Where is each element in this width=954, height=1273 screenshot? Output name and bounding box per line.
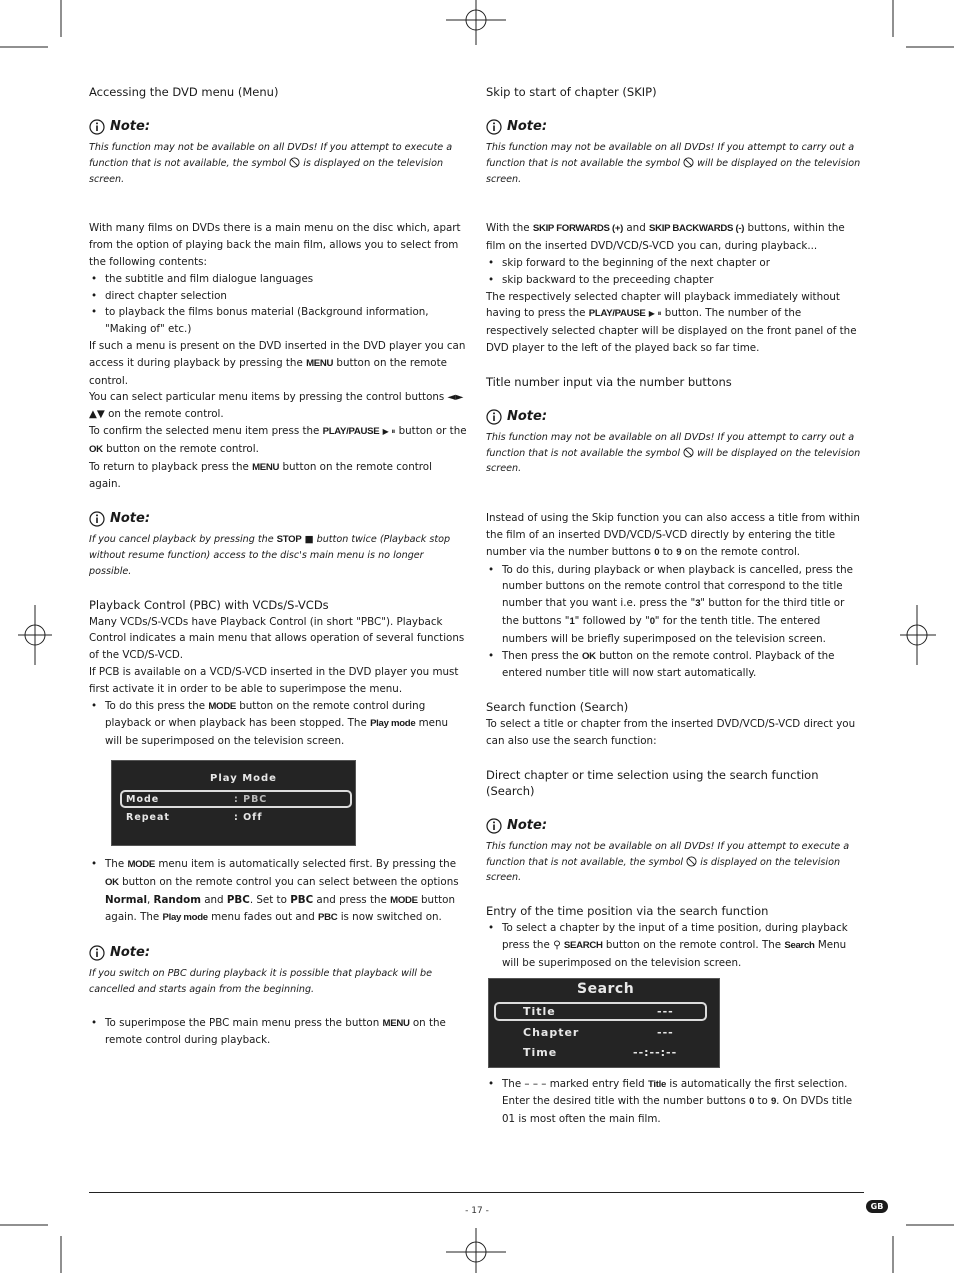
chapter-value: --- xyxy=(657,1025,674,1039)
mode-label: Mode xyxy=(126,793,160,805)
dvd-menu-heading: Accessing the DVD menu (Menu) xyxy=(89,85,279,99)
pbc-para-2: If PCB is available on a VCD/S-VCD inserted in the DVD player you must first activate it in order to be able to superimpose the menu. xyxy=(89,665,459,695)
title-para-1: Instead of using the Skip function you can also access a title from within the film of an inserted DVD/VCD/S-VCD directly by entering the title number via the number buttons 0 to 9 on the remote control. xyxy=(486,512,860,558)
note-pbc: Note: If you switch on PBC during playback it is possible that playback will be cancelled and starts again from the beginning. xyxy=(89,945,432,995)
skip-para-2: The respectively selected chapter will playback immediately without having to press the PLAY/PAUSE ▶ ⏸ button. The number of the respectively selected chapter will be displayed on the front panel of the DVD player to the left of the played back so far time. xyxy=(486,290,857,354)
note-title-input: Note: This function may not be available on all DVDs! If you attempt to carry out a function that is not available the symbol will be displayed on the television screen. xyxy=(486,408,861,475)
list-item: • Then press the OK button on the remote control. Playback of the entered number title will now start automatically. xyxy=(486,648,863,683)
title-label: Title xyxy=(523,1004,556,1018)
dvd-para-return: To return to playback press the MENU button on the remote control again. xyxy=(89,460,432,491)
repeat-label: Repeat xyxy=(126,811,170,823)
left-column xyxy=(89,84,467,1049)
time-value: --:--:-- xyxy=(633,1045,678,1059)
no-entry-icon xyxy=(289,157,300,168)
list-item: • The – – – marked entry field Title is automatically the first selection. Enter the desired title with the number buttons 0 to 9. On DVDs title 01 is most often the main film. xyxy=(486,1076,863,1128)
list-item: • The MODE menu item is automatically selected first. By pressing the OK button on the remote control you can select between the options Normal, Random and PBC. Set to PBC and press the MODE button again. The Play mode menu fades out and PBC is now switched on. xyxy=(89,856,467,927)
footer-rule xyxy=(89,1192,864,1193)
arrow-keys-icon: ◄► ▲▼ xyxy=(89,391,464,421)
list-item: • skip forward to the beginning of the next chapter or xyxy=(486,255,863,272)
play-pause-icon: ▶ ⏸ xyxy=(382,426,396,436)
right-column xyxy=(486,84,863,1128)
no-entry-icon xyxy=(683,447,694,458)
note-title: Note: xyxy=(507,119,548,134)
language-badge: GB xyxy=(866,1200,888,1213)
dvd-para-select: You can select particular menu items by pressing the control buttons ◄► ▲▼ on the remote control. xyxy=(89,391,464,421)
info-icon xyxy=(89,945,105,961)
list-item: • direct chapter selection xyxy=(89,288,467,305)
note-skip: Note: This function may not be available on all DVDs! If you attempt to carry out a function that is not available the symbol will be displayed on the television screen. xyxy=(486,119,861,185)
play-pause-icon: ▶ ⏸ xyxy=(648,309,662,319)
note-search: Note: This function may not be available on all DVDs! If you attempt to execute a function that is not available, the symbol is displayed on the television screen. xyxy=(486,817,850,884)
title-value: --- xyxy=(657,1004,674,1018)
pbc-heading: Playback Control (PBC) with VCDs/S-VCDs xyxy=(89,597,329,612)
info-icon xyxy=(89,511,105,527)
no-entry-icon xyxy=(686,856,697,867)
skip-para-1: With the SKIP FORWARDS (+) and SKIP BACKWARDS (-) buttons, within the film on the inserted DVD/VCD/S-VCD you can, during playback... xyxy=(486,222,845,253)
title-input-heading: Title number input via the number buttons xyxy=(486,374,732,389)
note-stop: Note: If you cancel playback by pressing the STOP ■ button twice (Playback stop without resume function) access to the disc's main menu is no longer possible. xyxy=(89,511,451,577)
repeat-value: : Off xyxy=(234,811,263,823)
direct-selection-heading: Direct chapter or time selection using the search function (Search) xyxy=(486,767,819,798)
info-icon xyxy=(89,119,105,135)
play-mode-screenshot xyxy=(111,760,356,846)
dvd-intro: With many films on DVDs there is a main menu on the disc which, apart from the option of playing back the main film, allows you to select from the following contents: xyxy=(89,222,461,268)
search-menu-title: Search xyxy=(577,980,635,997)
note-dvd-availability: Note: This function may not be available on all DVDs! If you attempt to execute a function that is not available, the symbol is displayed on the television screen. xyxy=(89,119,453,185)
list-item: • To select a chapter by the input of a time position, during playback press the ⚲ SEARCH button on the remote control. The Search Menu will be superimposed on the television screen. xyxy=(486,920,863,971)
note-title: Note: xyxy=(110,945,151,961)
note-title: Note: xyxy=(110,511,151,527)
search-heading: Search function (Search) xyxy=(486,700,629,715)
search-icon: ⚲ xyxy=(553,938,561,951)
dvd-para-confirm: To confirm the selected menu item press the PLAY/PAUSE ▶ ⏸ button or the OK button on the remote control. xyxy=(89,424,467,455)
list-item: • To superimpose the PBC main menu press the button MENU on the remote control during playback. xyxy=(89,1015,467,1050)
list-item: • To do this, during playback or when playback is cancelled, press the number buttons on the remote control that correspond to the title number that you want i.e. press the "3" button for the third title or the buttons "1" followed by "0" for the tenth title. The entered numbers will be briefly superimposed on the television screen. xyxy=(486,562,863,648)
search-menu-screenshot xyxy=(488,978,720,1068)
list-item: • To do this press the MODE button on the remote control during playback or when playback has been stopped. The Play mode menu will be superimposed on the television screen. xyxy=(89,698,467,750)
search-para-1: To select a title or chapter from the inserted DVD/VCD/S-VCD direct you can also use the search function: xyxy=(486,718,856,747)
note-title: Note: xyxy=(110,119,151,134)
play-mode-title: Play Mode xyxy=(210,772,277,784)
time-entry-heading: Entry of the time position via the search function xyxy=(486,904,769,919)
note-title: Note: xyxy=(507,817,548,833)
info-icon xyxy=(486,409,502,425)
dvd-para-access: If such a menu is present on the DVD inserted in the DVD player you can access it during playback by pressing the MENU button on the remote control. xyxy=(89,339,466,387)
note-title: Note: xyxy=(507,408,548,424)
skip-heading: Skip to start of chapter (SKIP) xyxy=(486,85,657,99)
info-icon xyxy=(486,818,502,834)
list-item: • skip backward to the preceeding chapter xyxy=(486,272,863,289)
chapter-label: Chapter xyxy=(523,1025,580,1039)
dvd-menu-list xyxy=(89,271,467,338)
list-item: • the subtitle and film dialogue languages xyxy=(89,271,467,288)
list-item: • to playback the films bonus material (Background information, "Making of" etc.) xyxy=(89,304,467,338)
time-label: Time xyxy=(523,1045,558,1059)
pbc-para-1: Many VCDs/S-VCDs have Playback Control (in short "PBC"). Playback Control indicates a main menu that allows operation of several functions of the VCD/S-VCD. xyxy=(89,615,465,662)
mode-value: : PBC xyxy=(234,793,268,805)
stop-icon: ■ xyxy=(304,534,314,546)
page-number: - 17 - xyxy=(465,1206,489,1216)
no-entry-icon xyxy=(683,157,694,168)
info-icon xyxy=(486,119,502,135)
